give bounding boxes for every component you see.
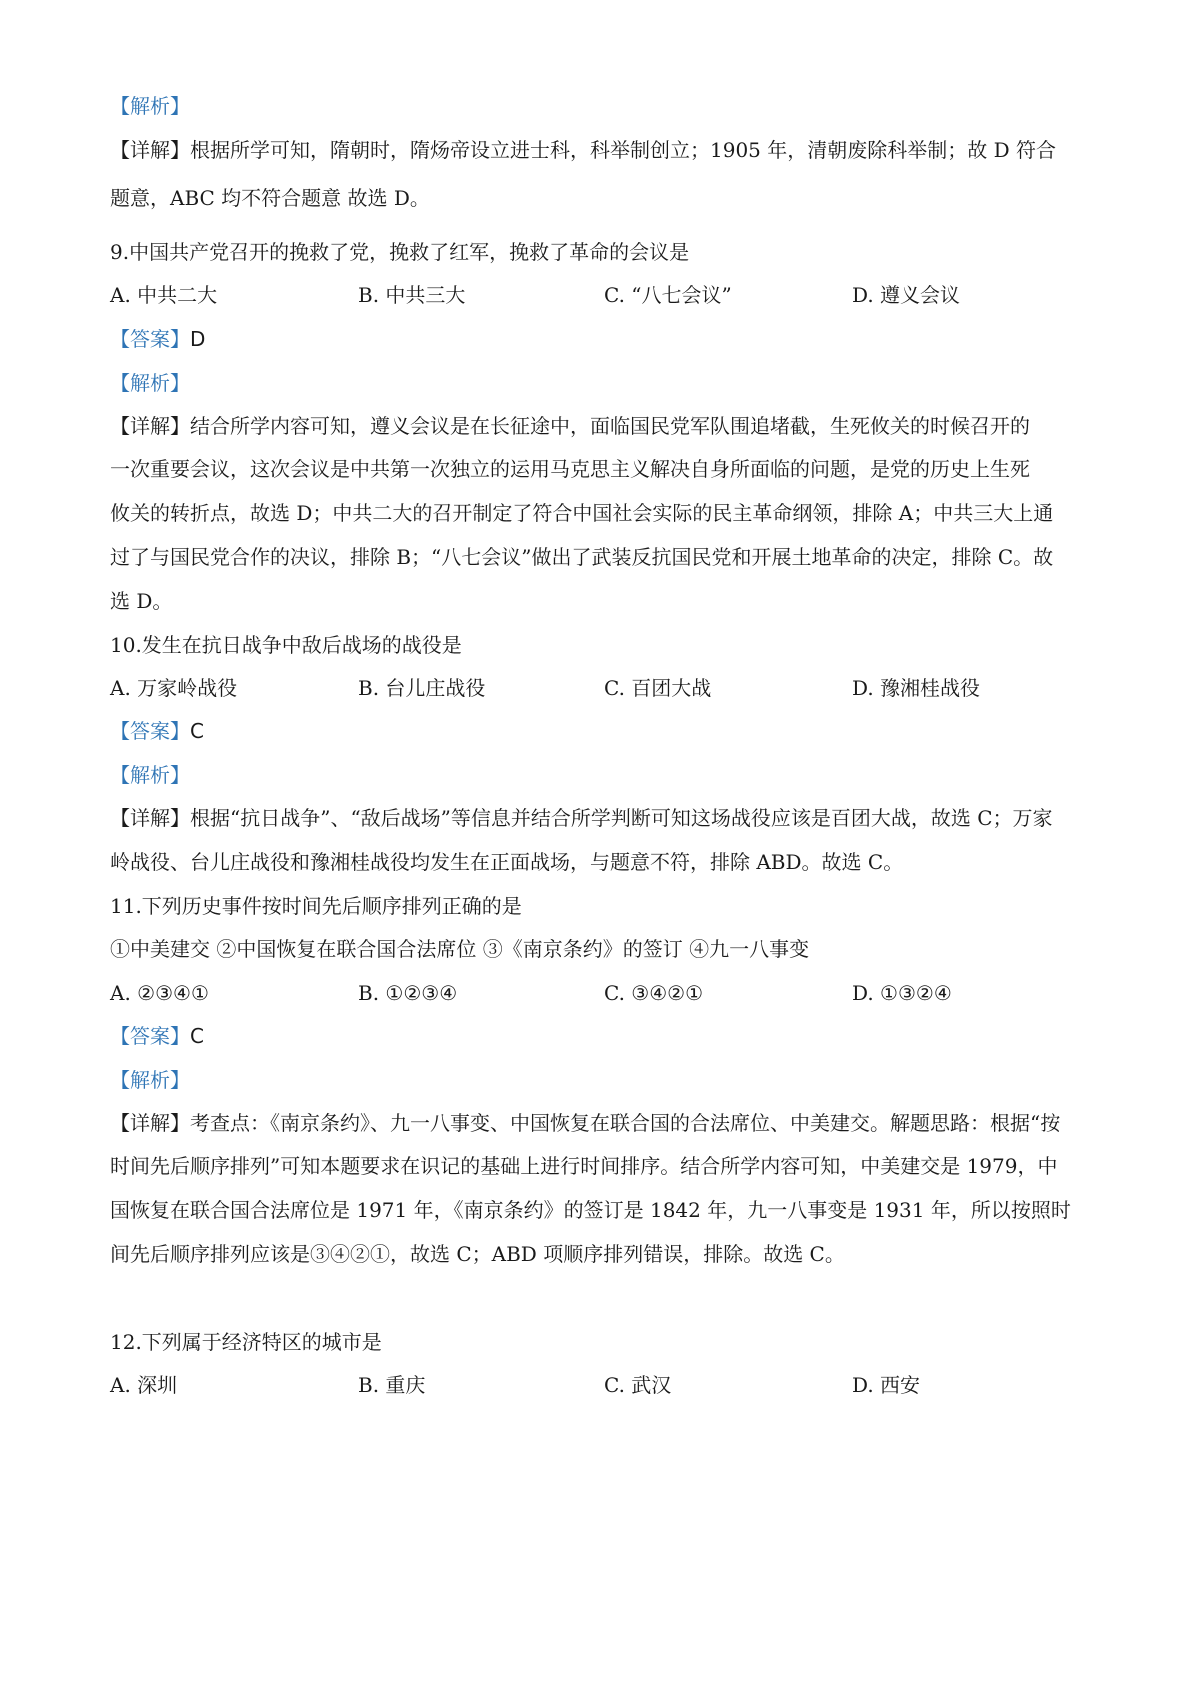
- detail-text: 攸关的转折点，故选 D；中共二大的召开制定了符合中国社会实际的民主革命纲领，排除 A；中共三大上通: [110, 501, 1054, 525]
- detail-text: 间先后顺序排列应该是③④②①，故选 C；ABD 项顺序排列错误，排除。故选 C。: [110, 1242, 845, 1266]
- option-a: A. 中共二大: [110, 283, 218, 307]
- detail-text: 结合所学内容可知，遵义会议是在长征途中，面临国民党军队围追堵截，生死攸关的时候召开的: [190, 414, 1030, 438]
- detail-text: 一次重要会议，这次会议是中共第一次独立的运用马克思主义解决自身所面临的问题，是党的历史上生死: [110, 457, 1030, 481]
- option-c: C. 武汉: [604, 1373, 672, 1397]
- detail-text: 根据所学可知，隋朝时，隋炀帝设立进士科，科举制创立；1905 年，清朝废除科举制；故 D 符合: [190, 138, 1057, 162]
- detail-text: 根据“抗日战争”、“敌后战场”等信息并结合所学判断可知这场战役应该是百团大战，故选 C；万家: [190, 806, 1053, 830]
- option-d: D. 豫湘桂战役: [852, 676, 981, 700]
- question-stem: 10.发生在抗日战争中敌后战场的战役是: [110, 633, 462, 657]
- option-c: C. 百团大战: [604, 676, 712, 700]
- detail-label: 【详解】: [110, 1111, 190, 1135]
- detail-label: 【详解】: [110, 138, 190, 162]
- option-d: D. ①③②④: [852, 981, 952, 1005]
- option-b: B. ①②③④: [358, 981, 458, 1005]
- option-a: A. 万家岭战役: [110, 676, 238, 700]
- answer-label: 【答案】: [110, 327, 190, 351]
- detail-text: 国恢复在联合国合法席位是 1971 年，《南京条约》的签订是 1842 年，九一八事变是 1931 年，所以按照时: [110, 1198, 1071, 1222]
- detail-text: 选 D。: [110, 589, 173, 613]
- answer-value: D: [190, 327, 206, 351]
- answer-line: [110, 717, 1100, 745]
- detail-label: 【详解】: [110, 806, 190, 830]
- detail-paragraph-line: [110, 804, 1100, 832]
- detail-paragraph-line: [110, 136, 1100, 164]
- answer-value: C: [190, 1024, 204, 1048]
- question-stem: 12.下列属于经济特区的城市是: [110, 1330, 382, 1354]
- option-b: B. 重庆: [358, 1373, 426, 1397]
- detail-paragraph-line: [110, 1109, 1100, 1137]
- detail-text: 题意，ABC 均不符合题意 故选 D。: [110, 186, 430, 210]
- detail-text: 岭战役、台儿庄战役和豫湘桂战役均发生在正面战场，与题意不符，排除 ABD。故选 C。: [110, 850, 904, 874]
- detail-paragraph-line: [110, 412, 1100, 440]
- event-items: ①中美建交 ②中国恢复在联合国合法席位 ③《南京条约》的签订 ④九一八事变: [110, 937, 810, 961]
- option-c: C. “八七会议”: [604, 283, 732, 307]
- detail-text: 考查点：《南京条约》、九一八事变、中国恢复在联合国的合法席位、中美建交。解题思路：根据“按: [190, 1111, 1061, 1135]
- option-a: A. ②③④①: [110, 981, 209, 1005]
- analysis-heading: 【解析】: [110, 1068, 190, 1092]
- analysis-heading: 【解析】: [110, 371, 190, 395]
- question-stem: 11.下列历史事件按时间先后顺序排列正确的是: [110, 894, 522, 918]
- option-d: D. 西安: [852, 1373, 921, 1397]
- detail-label: 【详解】: [110, 414, 190, 438]
- option-a: A. 深圳: [110, 1373, 178, 1397]
- answer-label: 【答案】: [110, 719, 190, 743]
- analysis-heading: 【解析】: [110, 94, 190, 118]
- analysis-heading: 【解析】: [110, 763, 190, 787]
- answer-line: [110, 325, 1100, 353]
- option-d: D. 遵义会议: [852, 283, 961, 307]
- detail-text: 时间先后顺序排列”可知本题要求在识记的基础上进行时间排序。结合所学内容可知，中美建交是 1979，中: [110, 1154, 1058, 1178]
- detail-text: 过了与国民党合作的决议，排除 B；“八七会议”做出了武装反抗国民党和开展土地革命的决定，排除 C。故: [110, 545, 1054, 569]
- answer-value: C: [190, 719, 204, 743]
- option-b: B. 台儿庄战役: [358, 676, 486, 700]
- answer-line: [110, 1022, 1100, 1050]
- option-b: B. 中共三大: [358, 283, 466, 307]
- option-c: C. ③④②①: [604, 981, 704, 1005]
- answer-label: 【答案】: [110, 1024, 190, 1048]
- question-stem: 9.中国共产党召开的挽救了党，挽救了红军，挽救了革命的会议是: [110, 240, 690, 264]
